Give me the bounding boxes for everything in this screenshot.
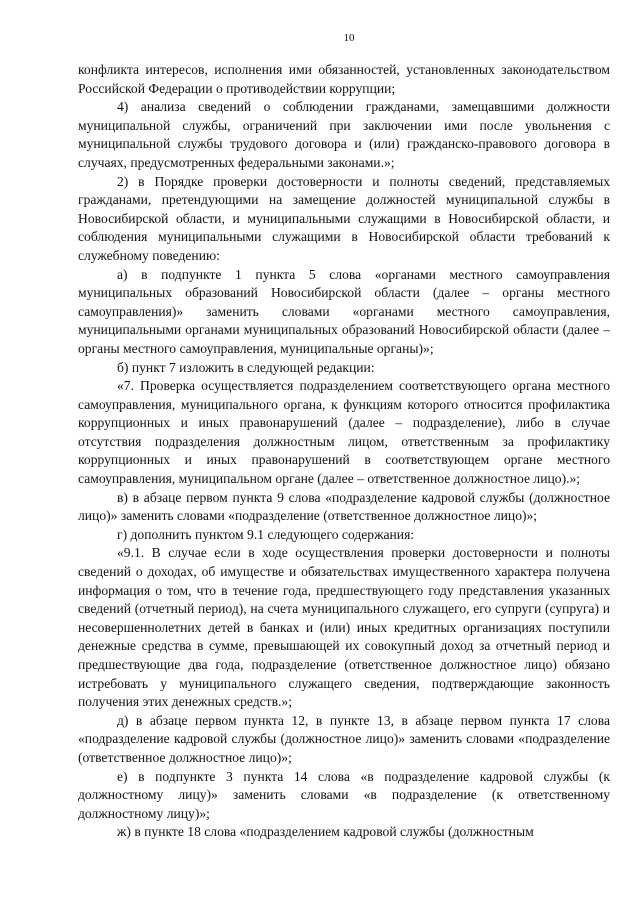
paragraph: «9.1. В случае если в ходе осуществления проверки достоверности и полноты сведений о доходах, об имуществе и обязательствах имущественного характера получена информация о том, что в течение года, предшествующего году представления указанных сведений (отчетный период), на счета муниципального служащего, его супруги (супруга) и несовершеннолетних детей в банках и (или) иных кредитных организациях поступили денежные средства в сумме, превышающей их совокупный доход за отчетный период и предшествующие два года, подразделение (ответственное должностное лицо) обязано истребовать у муниципального служащего сведения, подтверждающие законность получения этих денежных средств.»; (78, 545, 610, 710)
paragraph: б) пункт 7 изложить в следующей редакции: (117, 359, 375, 375)
paragraph: 4) анализа сведений о соблюдении гражданами, замещавшими должности муниципальной службы, ограничений при заключении ими после увольнения с муниципальной службы трудового договора и (или) гражданско-правового договора в случаях, предусмотренных федеральными законами.»; (78, 99, 610, 170)
paragraph: г) дополнить пунктом 9.1 следующего содержания: (117, 526, 415, 542)
paragraph: конфликта интересов, исполнения ими обязанностей, установленных законодательством Российской Федерации о противодействии коррупции; (78, 62, 610, 96)
page-number: 10 (343, 32, 355, 44)
paragraph: е) в подпункте 3 пункта 14 слова «в подразделение кадровой службы (к должностному лицу)» заменить словами «в подразделение (к ответственному должностному лицу)»; (78, 768, 610, 821)
paragraph: ж) в пункте 18 слова «подразделением кадровой службы (должностным (117, 824, 534, 840)
paragraph: 2) в Порядке проверки достоверности и полноты сведений, представляемых гражданами, претендующими на замещение должностей муниципальной службы в Новосибирской области, и муниципальными служащими в Новосибирской области, и соблюдения муниципальными служащими в Новосибирской области требований к служебному поведению: (78, 173, 610, 263)
paragraph: д) в абзаце первом пункта 12, в пункте 13, в абзаце первом пункта 17 слова «подразделение кадровой службы (должностное лицо)» заменить словами «подразделение (ответственное должностное лицо)»; (78, 712, 610, 765)
paragraph: а) в подпункте 1 пункта 5 слова «органами местного самоуправления муниципальных образований Новосибирской области (далее – органы местного самоуправления)» заменить словами «органами местного самоуправления, муниципальными органами муниципальных образований Новосибирской области (далее – органы местного самоуправления, муниципальные органы)»; (78, 266, 610, 356)
paragraph: «7. Проверка осуществляется подразделением соответствующего органа местного самоуправления, муниципального органа, к функциям которого относится профилактика коррупционных и иных правонарушений (далее – подразделение), либо в случае отсутствия подразделения должностным лицом, ответственным за профилактику коррупционных и иных правонарушений в соответствующем органе местного самоуправления, муниципальном органе (далее – ответственное должностное лицо).»; (78, 378, 610, 487)
paragraph: в) в абзаце первом пункта 9 слова «подразделение кадровой службы (должностное лицо)» заменить словами «подразделение (ответственное должностное лицо)»; (78, 489, 610, 524)
